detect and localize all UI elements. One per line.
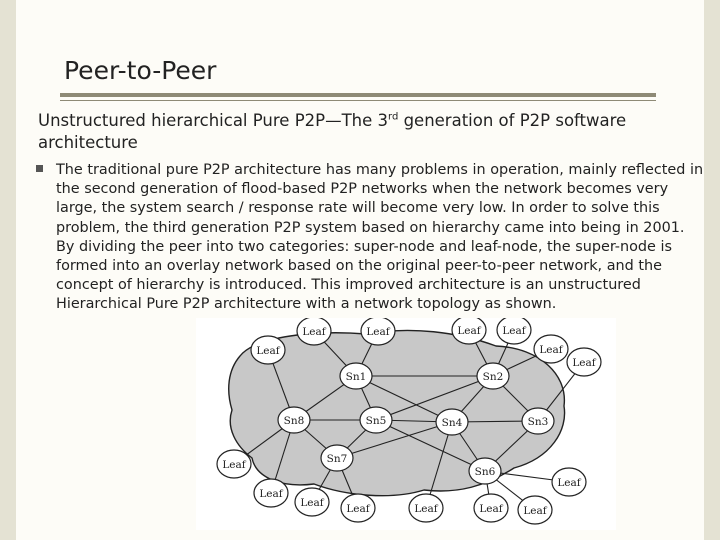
leaf-node bbox=[217, 450, 251, 478]
bullet-item bbox=[36, 161, 706, 315]
leaf-node-label: Leaf bbox=[502, 325, 526, 337]
super-node-sn6 bbox=[469, 458, 501, 484]
super-node-sn4-label: Sn4 bbox=[441, 417, 463, 429]
slide-title: Peer-to-Peer bbox=[64, 56, 217, 85]
right-margin-bar bbox=[704, 0, 720, 540]
leaf-node bbox=[552, 468, 586, 496]
super-node-sn5-label: Sn5 bbox=[365, 415, 387, 427]
leaf-node-label: Leaf bbox=[300, 497, 324, 509]
super-node-sn6-label: Sn6 bbox=[474, 466, 496, 478]
super-node-sn8 bbox=[278, 407, 310, 433]
leaf-node bbox=[341, 494, 375, 522]
leaf-node-label: Leaf bbox=[523, 505, 547, 517]
super-node-sn4 bbox=[436, 409, 468, 435]
slide-subtitle bbox=[38, 110, 703, 154]
subtitle-text-end: generation of P2P software architecture bbox=[38, 111, 627, 152]
super-node-sn3 bbox=[522, 408, 554, 434]
leaf-node bbox=[452, 318, 486, 344]
bullet-text: The traditional pure P2P architecture has many problems in operation, mainly reflected in the second generation of flood-based P2P networks when the network becomes very large, the system search / response rate will become very low. In order to solve this problem, the third generation P2P system based on hierarchy came into being in 2001. By dividing the peer into two categories: super-node and leaf-node, the super-node is formed into an overlay network based on the original peer-to-peer network, and the concept of hierarchy is introduced. This improved architecture is an unstructured Hierarchical Pure P2P architecture with a network topology as shown. bbox=[56, 162, 704, 313]
super-node-sn2-label: Sn2 bbox=[482, 371, 504, 383]
leaf-node-label: Leaf bbox=[256, 345, 280, 357]
leaf-node bbox=[254, 479, 288, 507]
leaf-node bbox=[474, 494, 508, 522]
super-node-sn7-label: Sn7 bbox=[326, 453, 348, 465]
leaf-node-label: Leaf bbox=[346, 503, 370, 515]
square-bullet-icon bbox=[36, 165, 43, 172]
title-rule-thin bbox=[60, 100, 656, 101]
leaf-node bbox=[409, 494, 443, 522]
leaf-node-label: Leaf bbox=[414, 503, 438, 515]
super-node-sn7 bbox=[321, 445, 353, 471]
leaf-node bbox=[534, 335, 568, 363]
hierarchical-p2p-network-diagram bbox=[196, 318, 616, 530]
super-node-sn2 bbox=[477, 363, 509, 389]
subtitle-text-start: Unstructured hierarchical Pure P2P—The 3 bbox=[38, 111, 389, 130]
title-rule-thick bbox=[60, 93, 656, 97]
super-node-sn1 bbox=[340, 363, 372, 389]
leaf-node-label: Leaf bbox=[259, 488, 283, 500]
left-margin-bar bbox=[0, 0, 16, 540]
leaf-node-label: Leaf bbox=[479, 503, 503, 515]
leaf-node bbox=[251, 336, 285, 364]
super-node-sn8-label: Sn8 bbox=[283, 415, 305, 427]
leaf-node-label: Leaf bbox=[302, 326, 326, 338]
leaf-node-label: Leaf bbox=[557, 477, 581, 489]
super-node-sn5 bbox=[360, 407, 392, 433]
leaf-node bbox=[295, 488, 329, 516]
leaf-node bbox=[518, 496, 552, 524]
leaf-node-label: Leaf bbox=[572, 357, 596, 369]
leaf-node-label: Leaf bbox=[366, 326, 390, 338]
leaf-node-label: Leaf bbox=[457, 325, 481, 337]
super-node-sn3-label: Sn3 bbox=[527, 416, 549, 428]
super-node-sn1-label: Sn1 bbox=[345, 371, 367, 383]
leaf-node bbox=[497, 318, 531, 344]
leaf-node-label: Leaf bbox=[222, 459, 246, 471]
leaf-node bbox=[297, 318, 331, 345]
leaf-node bbox=[567, 348, 601, 376]
leaf-node bbox=[361, 318, 395, 345]
leaf-node-label: Leaf bbox=[539, 344, 563, 356]
subtitle-ordinal-suffix: rd bbox=[388, 111, 399, 123]
